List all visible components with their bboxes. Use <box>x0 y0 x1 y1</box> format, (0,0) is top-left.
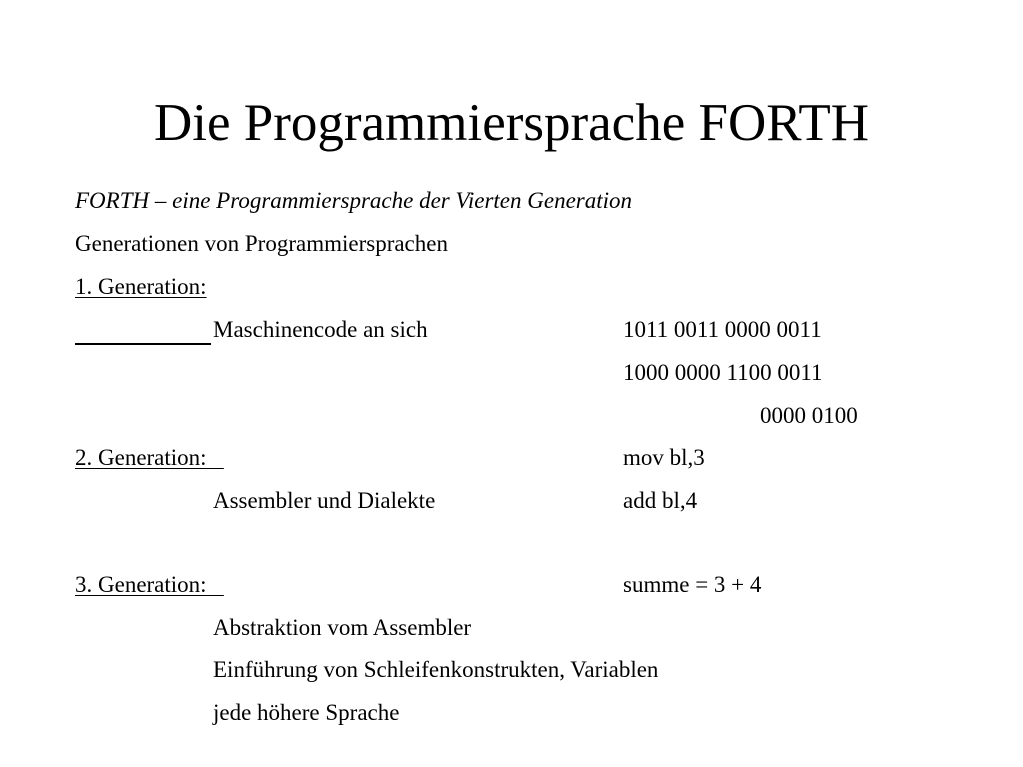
gen3-heading-trailing-underline <box>207 572 224 597</box>
gen2-description: Assembler und Dialekte <box>213 488 436 513</box>
gen2-code-line: add bl,4 <box>623 488 698 513</box>
gen3-code-line: summe = 3 + 4 <box>623 572 762 597</box>
gen3-heading-group <box>75 570 224 600</box>
gen2-heading-group <box>75 443 224 473</box>
gen3-point: jede höhere Sprache <box>213 700 400 725</box>
gen3-point: Abstraktion vom Assembler <box>213 615 472 640</box>
gen3-point: Einführung von Schleifenkonstrukten, Variablen <box>213 657 659 682</box>
gen1-heading: 1. Generation: <box>75 274 207 299</box>
slide-title: Die Programmiersprache FORTH <box>153 94 870 152</box>
intro-line: Generationen von Programmiersprachen <box>75 231 448 256</box>
gen1-code-line: 1011 0011 0000 0011 <box>623 317 822 342</box>
subtitle: FORTH – eine Programmiersprache der Vierten Generation <box>75 188 633 213</box>
gen2-code-line: mov bl,3 <box>623 445 705 470</box>
gen3-heading: 3. Generation: <box>75 572 207 597</box>
gen1-description: Maschinencode an sich <box>213 317 428 342</box>
gen1-underline-rule <box>75 343 211 345</box>
gen1-code-line: 0000 0100 <box>760 403 858 428</box>
gen2-heading: 2. Generation: <box>75 445 207 470</box>
gen1-code-line: 1000 0000 1100 0011 <box>623 360 823 385</box>
gen2-heading-trailing-underline <box>207 445 224 470</box>
